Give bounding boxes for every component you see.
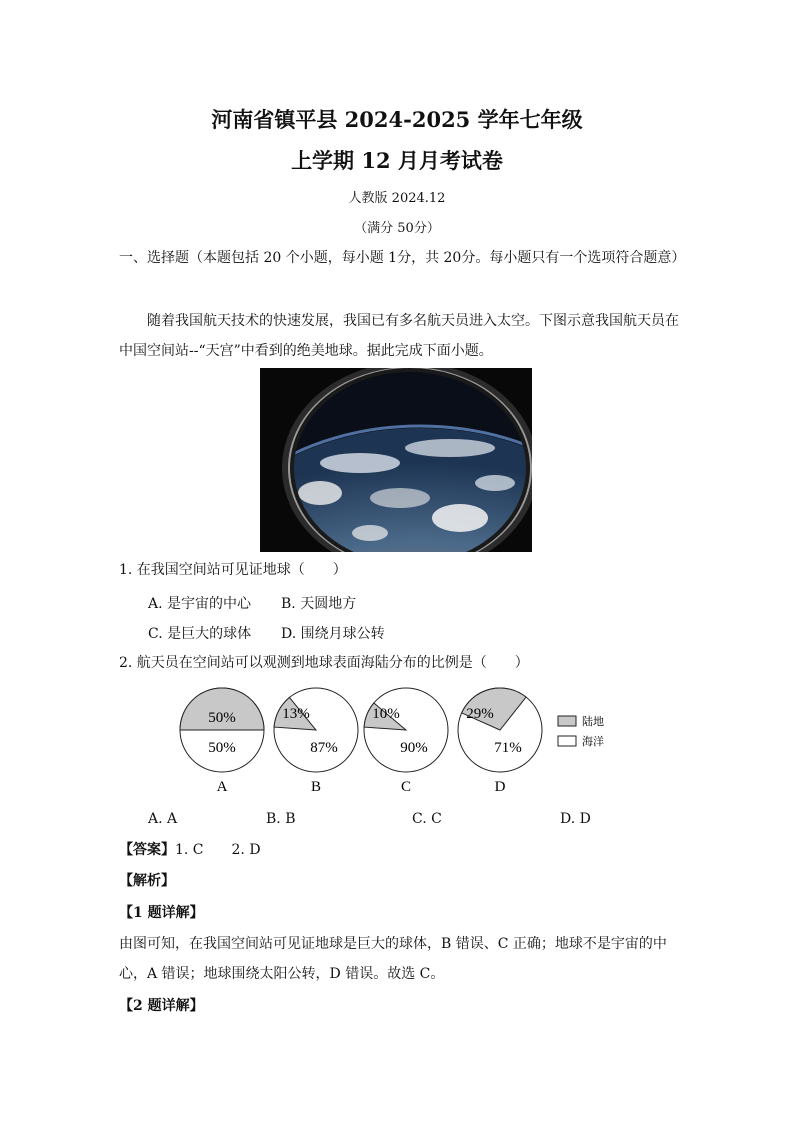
q2-detail-heading: 【2 题详解】 (119, 998, 204, 1014)
q2-option-b[interactable]: B. B (266, 811, 296, 827)
q1-option-a[interactable]: A. 是宇宙的中心 (148, 596, 252, 612)
q1-detail-text: 由图可知，在我国空间站可见证地球是巨大的球体，B 错误、C 正确；地球不是宇宙的中心，A 错误；地球围绕太阳公转，D 错误。故选 C。 (119, 936, 667, 982)
q2-stem: 2. 航天员在空间站可以观测到地球表面海陆分布的比例是（ ） (119, 655, 529, 671)
edition-text: 人教版 2024.12 (348, 191, 446, 206)
pie-A-letter: A (216, 779, 228, 795)
q2-option-a[interactable]: A. A (148, 811, 178, 827)
pie-D-land-label: 29% (466, 706, 494, 722)
passage-text: 随着我国航天技术的快速发展，我国已有多名航天员进入太空。下图示意我国航天员在中国空间站--“天宫”中看到的绝美地球。据此完成下面小题。 (119, 313, 679, 359)
q1-stem: 1. 在我国空间站可见证地球（ ） (119, 562, 347, 578)
q1-detail-heading: 【1 题详解】 (119, 905, 204, 921)
legend-sea-swatch (558, 736, 576, 746)
pie-B-land-label: 13% (282, 706, 310, 722)
legend-land-swatch (558, 716, 576, 726)
pie-C-sea-label: 90% (400, 740, 428, 756)
pie-C-letter: C (400, 779, 412, 795)
earth-from-station-photo (260, 368, 532, 552)
legend-sea-label: 海洋 (582, 735, 604, 748)
pie-B-letter: B (310, 779, 322, 795)
q1-option-b[interactable]: B. 天圆地方 (281, 596, 357, 612)
pie-A-land-label: 50% (208, 710, 236, 726)
analysis-heading: 【解析】 (119, 873, 175, 889)
legend-land-label: 陆地 (582, 715, 604, 728)
q1-option-c[interactable]: C. 是巨大的球体 (148, 626, 252, 642)
q1-option-d[interactable]: D. 围绕月球公转 (281, 626, 385, 642)
exam-title-line2: 上学期 12 月月考试卷 (291, 148, 503, 173)
exam-title-line1: 河南省镇平县 2024-2025 学年七年级 (211, 107, 583, 132)
q2-option-c[interactable]: C. C (412, 811, 442, 827)
pie-C-land-label: 10% (372, 706, 400, 722)
q2-option-d[interactable]: D. D (560, 811, 591, 827)
pie-D-sea-label: 71% (494, 740, 522, 756)
pie-D-letter: D (494, 779, 506, 795)
answer-text: 1. C 2. D (175, 842, 261, 858)
pie-B-sea-label: 87% (310, 740, 338, 756)
answer-label: 【答案】 (119, 842, 175, 858)
answer-line (119, 835, 679, 865)
score-text: （满分 50分） (354, 221, 440, 236)
section-heading: 一、选择题（本题包括 20 个小题，每小题 1分，共 20分。每小题只有一个选项符合题意） (119, 250, 686, 266)
land-sea-pie-charts (170, 682, 640, 802)
pie-A-sea-label: 50% (208, 740, 236, 756)
